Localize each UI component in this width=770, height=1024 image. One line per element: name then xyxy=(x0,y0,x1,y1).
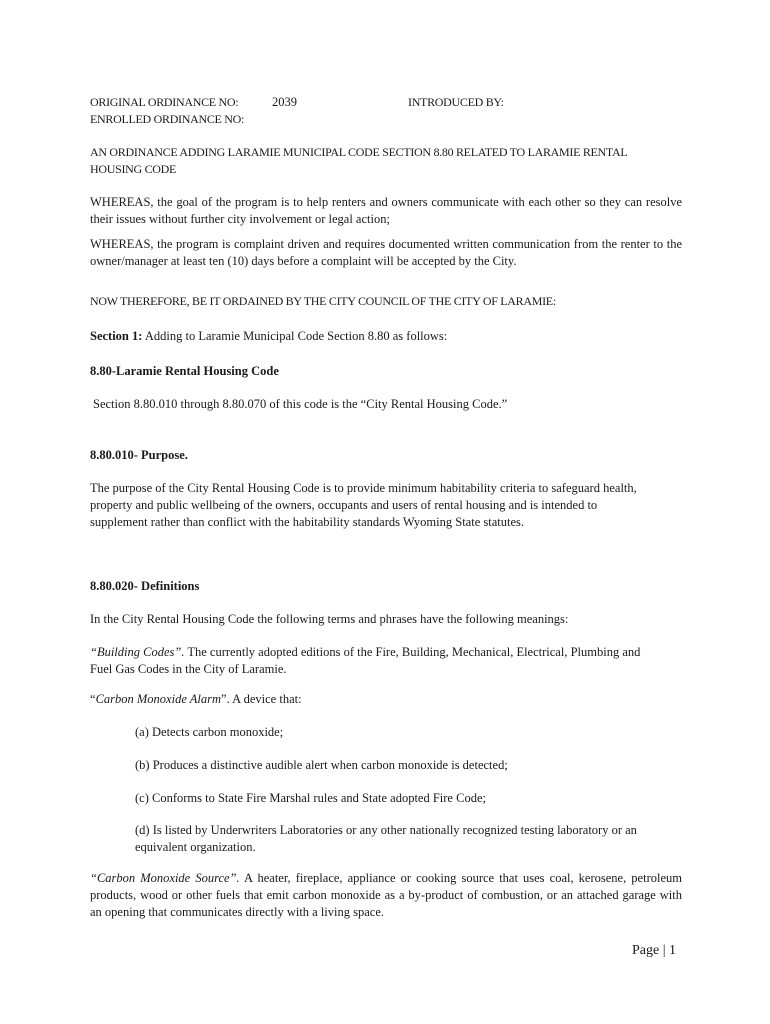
definition-co-alarm-text: ”. A device that: xyxy=(221,692,302,706)
introduced-by-label: INTRODUCED BY: xyxy=(408,95,504,109)
page-footer xyxy=(632,942,676,959)
page-label: Page xyxy=(632,943,660,958)
heading-8-80-020: 8.80.020- Definitions xyxy=(90,579,200,593)
heading-8-80: 8.80-Laramie Rental Housing Code xyxy=(90,364,279,378)
definition-co-alarm xyxy=(90,691,682,708)
ordinance-title: AN ORDINANCE ADDING LARAMIE MUNICIPAL CODE SECTION 8.80 RELATED TO LARAMIE RENTAL HOUSING CODE xyxy=(90,145,627,176)
page-number: 1 xyxy=(669,943,677,958)
heading-8-80-010: 8.80.010- Purpose. xyxy=(90,448,188,462)
definition-building-codes xyxy=(90,644,650,678)
original-ordinance-label: ORIGINAL ORDINANCE NO: xyxy=(90,95,239,109)
definition-building-codes-text: The currently adopted editions of the Fire, Building, Mechanical, Electrical, Plumbing and Fuel Gas Codes in the City of Laramie. xyxy=(90,645,641,676)
co-alarm-item-d: (d) Is listed by Underwriters Laboratories or any other nationally recognized testing laboratory or an equivalent organization. xyxy=(135,823,637,854)
definition-co-source-text: A heater, fireplace, appliance or cooking source that uses coal, kerosene, petroleum products, wood or other fuels that emit carbon monoxide as a by-product of combustion, or an attached garage with an opening that communicates directly with a living space. xyxy=(90,871,682,919)
co-alarm-open-quote: “ xyxy=(90,692,96,706)
section-8-80-intro: Section 8.80.010 through 8.80.070 of this code is the “City Rental Housing Code.” xyxy=(93,397,508,411)
definitions-intro: In the City Rental Housing Code the following terms and phrases have the following meanings: xyxy=(90,612,569,626)
section-1-text: Adding to Laramie Municipal Code Section 8.80 as follows: xyxy=(142,329,448,343)
definition-co-source xyxy=(90,870,682,921)
section-1-paragraph xyxy=(90,328,682,345)
term-building-codes: “Building Codes”. xyxy=(90,645,185,659)
now-therefore-clause: NOW THEREFORE, BE IT ORDAINED BY THE CITY COUNCIL OF THE CITY OF LARAMIE: xyxy=(90,294,556,308)
co-alarm-item-a: (a) Detects carbon monoxide; xyxy=(135,725,284,739)
whereas-clause-2: WHEREAS, the program is complaint driven and requires documented written communication from the renter to the owner/manager at least ten (10) days before a complaint will be accepted by the City. xyxy=(90,237,682,268)
whereas-clause-1: WHEREAS, the goal of the program is to help renters and owners communicate with each other so they can resolve their issues without further city involvement or legal action; xyxy=(90,195,682,226)
term-co-alarm: Carbon Monoxide Alarm xyxy=(95,692,222,706)
section-1-label: Section 1: xyxy=(90,329,143,343)
enrolled-ordinance-label: ENROLLED ORDINANCE NO: xyxy=(90,112,245,126)
co-alarm-item-c: (c) Conforms to State Fire Marshal rules and State adopted Fire Code; xyxy=(135,791,486,805)
term-co-source: “Carbon Monoxide Source”. xyxy=(90,871,240,885)
co-alarm-item-b: (b) Produces a distinctive audible alert when carbon monoxide is detected; xyxy=(135,758,508,772)
original-ordinance-value: 2039 xyxy=(272,95,297,109)
page-separator: | xyxy=(662,943,666,958)
purpose-paragraph: The purpose of the City Rental Housing Code is to provide minimum habitability criteria to safeguard health, property and public wellbeing of the owners, occupants and users of rental housing and is intended to supplement rather than conflict with the habitability standards Wyoming State statutes. xyxy=(90,481,637,529)
